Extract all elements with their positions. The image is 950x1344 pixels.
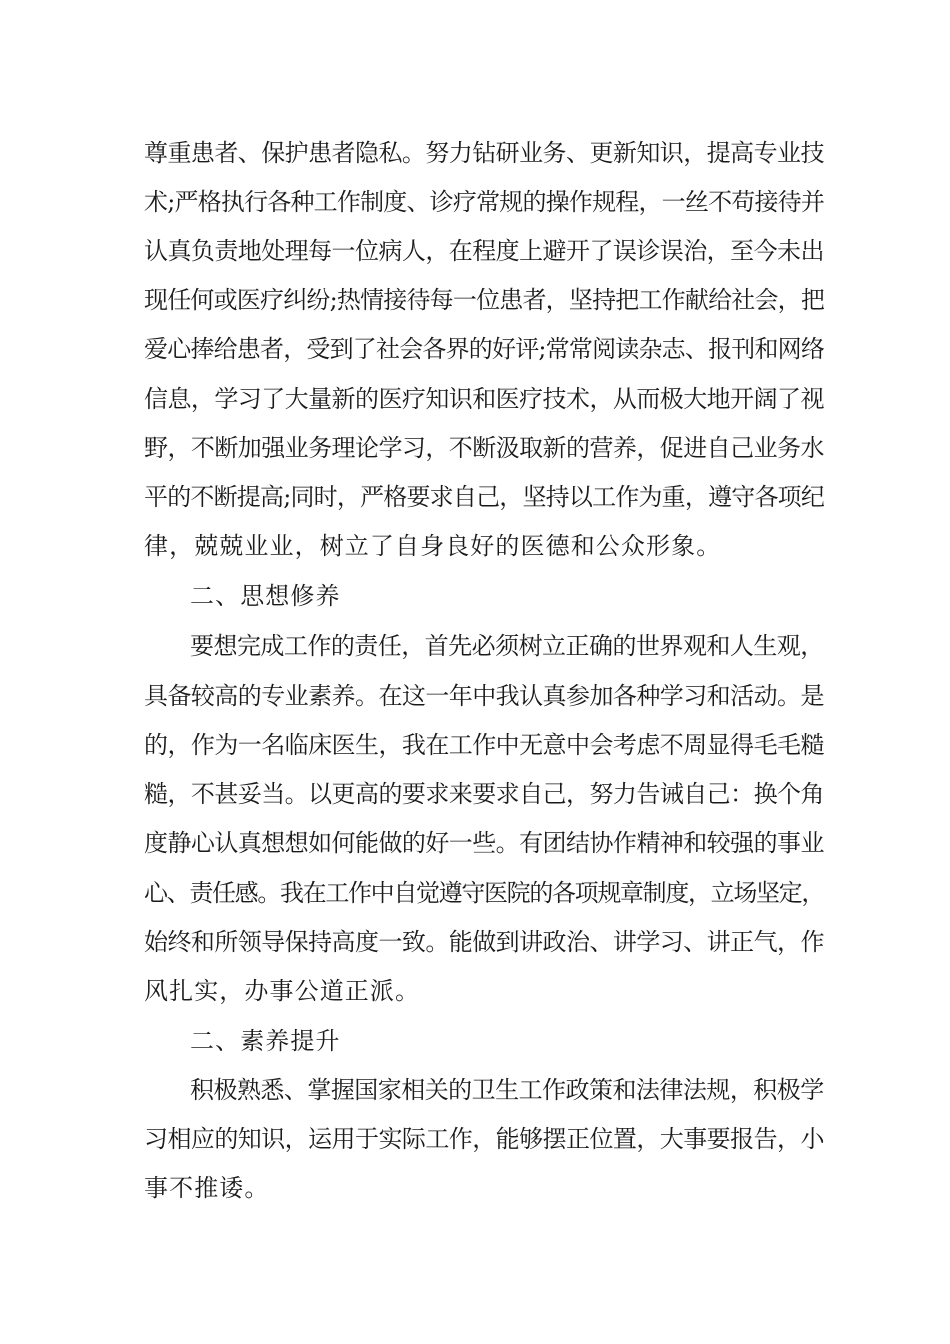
paragraph-line: 野，不断加强业务理论学习，不断汲取新的营养，促进自己业务水 bbox=[144, 434, 824, 462]
section-heading-quality: 二、素养提升 bbox=[190, 1027, 341, 1055]
paragraph-line: 心、责任感。我在工作中自觉遵守医院的各项规章制度，立场坚定， bbox=[144, 879, 824, 907]
paragraph-line: 风扎实，办事公道正派。 bbox=[144, 977, 421, 1005]
paragraph-line: 信息，学习了大量新的医疗知识和医疗技术，从而极大地开阔了视 bbox=[144, 385, 824, 413]
paragraph-line: 要想完成工作的责任，首先必须树立正确的世界观和人生观， bbox=[190, 632, 824, 660]
paragraph-line: 事不推诿。 bbox=[144, 1174, 270, 1202]
paragraph-line: 尊重患者、保护患者隐私。努力钻研业务、更新知识，提高专业技 bbox=[144, 139, 824, 167]
paragraph-line: 度静心认真想想如何能做的好一些。有团结协作精神和较强的事业 bbox=[144, 829, 824, 857]
paragraph-line: 糙，不甚妥当。以更高的要求来要求自己，努力告诫自己：换个角 bbox=[144, 780, 824, 808]
paragraph-line: 认真负责地处理每一位病人，在程度上避开了误诊误治，至今未出 bbox=[144, 237, 824, 265]
paragraph-line: 始终和所领导保持高度一致。能做到讲政治、讲学习、讲正气，作 bbox=[144, 928, 824, 956]
paragraph-line: 现任何或医疗纠纷;热情接待每一位患者，坚持把工作献给社会，把 bbox=[144, 286, 825, 314]
paragraph-line: 术;严格执行各种工作制度、诊疗常规的操作规程，一丝不苟接待并 bbox=[144, 188, 825, 216]
paragraph-line: 习相应的知识，运用于实际工作，能够摆正位置，大事要报告，小 bbox=[144, 1125, 824, 1153]
section-heading-ideology: 二、思想修养 bbox=[190, 582, 341, 610]
paragraph-line: 具备较高的专业素养。在这一年中我认真参加各种学习和活动。是 bbox=[144, 682, 824, 710]
paragraph-line: 爱心捧给患者，受到了社会各界的好评;常常阅读杂志、报刊和网络 bbox=[144, 335, 825, 363]
paragraph-line: 积极熟悉、掌握国家相关的卫生工作政策和法律法规，积极学 bbox=[190, 1076, 824, 1104]
paragraph-line: 的，作为一名临床医生，我在工作中无意中会考虑不周显得毛毛糙 bbox=[144, 731, 824, 759]
paragraph-line: 平的不断提高;同时，严格要求自己，坚持以工作为重，遵守各项纪 bbox=[144, 483, 825, 511]
paragraph-line: 律，兢兢业业，树立了自身良好的医德和公众形象。 bbox=[144, 532, 722, 560]
